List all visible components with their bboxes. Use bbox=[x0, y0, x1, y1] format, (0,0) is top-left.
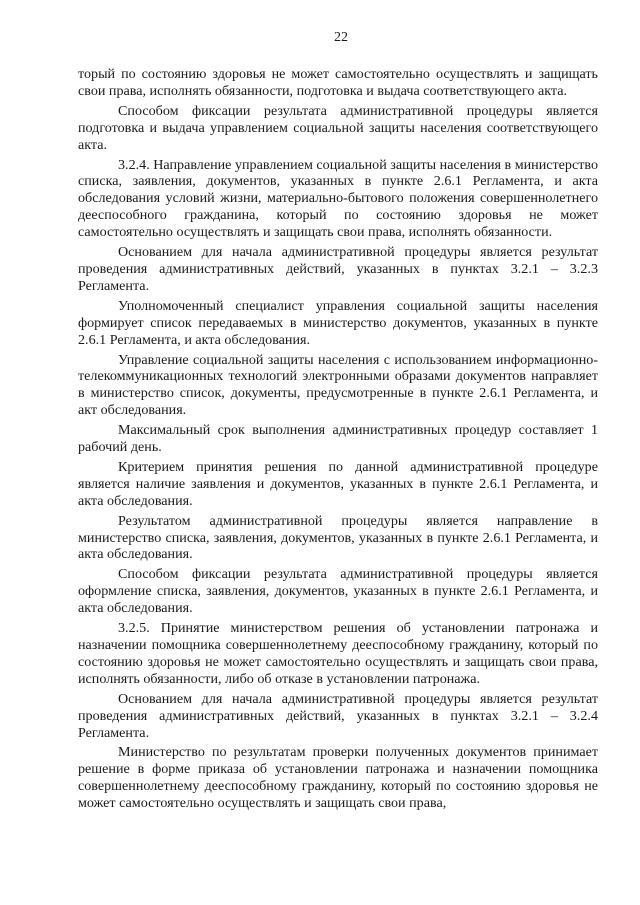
paragraph-department: Управление социальной защиты населения с использованием информационно-телекоммуникационных технологий электронными образами документов направляет в министерство список, документы, предусмотренные в пункте 2.6.1 Регламента, и акт обследования. bbox=[78, 351, 598, 419]
paragraph-criterion: Критерием принятия решения по данной административной процедуре является наличие заявления и документов, указанных в пункте 2.6.1 Регламента, и акта обследования. bbox=[78, 458, 598, 509]
page-number: 22 bbox=[334, 30, 348, 45]
paragraph-result: Результатом административной процедуры является направление в министерство списка, заявления, документов, указанных в пункте 2.6.1 Регламента, и акта обследования. bbox=[78, 512, 598, 563]
paragraph-fixation-method: Способом фиксации результата административной процедуры является подготовка и выдача управлением социальной защиты населения соответствующего акта. bbox=[78, 102, 598, 153]
paragraph-ministry-decision: Министерство по результатам проверки полученных документов принимает решение в форме приказа об установлении патронажа и назначении помощника совершеннолетнему дееспособному гражданину, который по состоянию здоровья не может самостоятельно осуществлять и защищать свои права, bbox=[78, 744, 598, 812]
paragraph-basis: Основанием для начала административной процедуры является результат проведения административных действий, указанных в пунктах 3.2.1 – 3.2.3 Регламента. bbox=[78, 244, 598, 294]
paragraph-basis-2: Основанием для начала административной процедуры является результат проведения административных действий, указанных в пунктах 3.2.1 – 3.2.4 Регламента. bbox=[78, 690, 598, 741]
paragraph-continuation: торый по состоянию здоровья не может самостоятельно осуществлять и защищать свои права, исполнять обязанности, подготовка и выдача соответствующего акта. bbox=[78, 66, 598, 99]
paragraph-max-term: Максимальный срок выполнения административных процедур составляет 1 рабочий день. bbox=[78, 422, 598, 456]
paragraph-section-3-2-4: 3.2.4. Направление управлением социальной защиты населения в министерство списка, заявления, документов, указанных в пункте 2.6.1 Регламента, и акта обследования условий жизни, материально-бытового положения совершеннолетнего дееспособного гражданина, который по состоянию здоровья не может самостоятельно осуществлять и защищать свои права, исполнять обязанности. bbox=[78, 156, 598, 241]
paragraph-fixation-method-2: Способом фиксации результата административной процедуры является оформление списка, заявления, документов, указанных в пункте 2.6.1 Регламента, и акта обследования. bbox=[78, 566, 598, 617]
paragraph-specialist: Уполномоченный специалист управления социальной защиты населения формирует список передаваемых в министерство документов, указанных в пункте 2.6.1 Регламента, и акта обследования. bbox=[78, 297, 598, 348]
paragraph-section-3-2-5: 3.2.5. Принятие министерством решения об установлении патронажа и назначении помощника совершеннолетнему дееспособному гражданину, который по состоянию здоровья не может самостоятельно осуществлять и защищать свои права, исполнять обязанности, либо об отказе в установлении патронажа. bbox=[78, 620, 598, 687]
